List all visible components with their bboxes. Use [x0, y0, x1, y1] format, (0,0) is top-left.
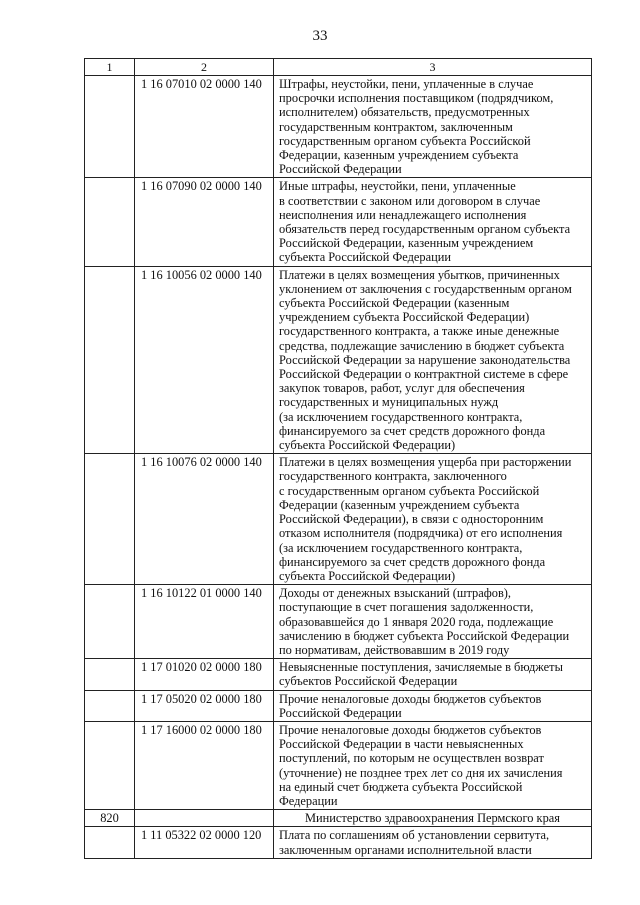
admin-code-cell — [85, 827, 135, 858]
income-description-cell: Платежи в целях возмещения убытков, причиненных уклонением от заключения с государственным органом субъекта Российской Федерации (казенным учреждением субъекта Российской Федерации) государственного контракта, а также иные денежные средства, подлежащие зачислению в бюджет субъекта Российской Федерации за нарушение законодательства Российской Федерации о контрактной системе в сфере закупок товаров, работ, услуг для обеспечения государственных и муниципальных нужд (за исключением государственного контракта, финансируемого за счет средств дорожного фонда субъекта Российской Федерации) — [274, 266, 592, 454]
table-row — [85, 454, 592, 585]
income-code-cell: 1 16 07090 02 0000 140 — [135, 178, 274, 266]
income-description-cell: Невыясненные поступления, зачисляемые в бюджеты субъектов Российской Федерации — [274, 659, 592, 690]
table-row — [85, 585, 592, 659]
income-code-cell: 1 17 01020 02 0000 180 — [135, 659, 274, 690]
table-row — [85, 76, 592, 178]
income-code-cell: 1 16 10056 02 0000 140 — [135, 266, 274, 454]
table-header-row — [85, 59, 592, 76]
income-description-cell: Плата по соглашениям об установлении сервитута, заключенным органами исполнительной власти — [274, 827, 592, 858]
income-code-cell: 1 16 10076 02 0000 140 — [135, 454, 274, 585]
admin-code-cell — [85, 76, 135, 178]
administrator-name-cell: Министерство здравоохранения Пермского края — [274, 810, 592, 827]
table-row — [85, 827, 592, 858]
admin-code-cell — [85, 178, 135, 266]
table-row — [85, 178, 592, 266]
admin-code-cell — [85, 721, 135, 809]
admin-code-cell — [85, 454, 135, 585]
income-code-cell: 1 11 05322 02 0000 120 — [135, 827, 274, 858]
income-code-table — [84, 58, 592, 859]
header-col-1: 1 — [85, 59, 135, 76]
income-description-cell: Иные штрафы, неустойки, пени, уплаченные в соответствии с законом или договором в случае неисполнения или ненадлежащего исполнения обязательств перед государственным органом субъекта Российской Федерации, казенным учреждением субъекта Российской Федерации — [274, 178, 592, 266]
income-code-cell: 1 17 16000 02 0000 180 — [135, 721, 274, 809]
admin-code-cell — [85, 690, 135, 721]
admin-code-cell — [85, 266, 135, 454]
page-number: 33 — [312, 28, 328, 44]
admin-code-cell: 820 — [85, 810, 135, 827]
income-code-cell: 1 17 05020 02 0000 180 — [135, 690, 274, 721]
income-description-cell: Прочие неналоговые доходы бюджетов субъектов Российской Федерации — [274, 690, 592, 721]
header-col-2: 2 — [135, 59, 274, 76]
table-row — [85, 659, 592, 690]
income-description-cell: Штрафы, неустойки, пени, уплаченные в случае просрочки исполнения поставщиком (подрядчиком, исполнителем) обязательств, предусмотренных государственным контрактом, заключенным государственным органом субъекта Российской Федерации, казенным учреждением субъекта Российской Федерации — [274, 76, 592, 178]
income-description-cell: Прочие неналоговые доходы бюджетов субъектов Российской Федерации в части невыясненных поступлений, по которым не осуществлен возврат (уточнение) не позднее трех лет со дня их зачисления на единый счет бюджета субъекта Российской Федерации — [274, 721, 592, 809]
table-row — [85, 810, 592, 827]
income-code-cell: 1 16 10122 01 0000 140 — [135, 585, 274, 659]
income-description-cell: Платежи в целях возмещения ущерба при расторжении государственного контракта, заключенного с государственным органом субъекта Российской Федерации (казенным учреждением субъекта Российской Федерации), в связи с односторонним отказом исполнителя (подрядчика) от его исполнения (за исключением государственного контракта, финансируемого за счет средств дорожного фонда субъекта Российской Федерации) — [274, 454, 592, 585]
admin-code-cell — [85, 585, 135, 659]
income-description-cell: Доходы от денежных взысканий (штрафов), поступающие в счет погашения задолженности, образовавшейся до 1 января 2020 года, подлежащие зачислению в бюджет субъекта Российской Федерации по нормативам, действовавшим в 2019 году — [274, 585, 592, 659]
table-row — [85, 266, 592, 454]
table-row — [85, 721, 592, 809]
admin-code-cell — [85, 659, 135, 690]
income-code-cell — [135, 810, 274, 827]
header-col-3: 3 — [274, 59, 592, 76]
table-row — [85, 690, 592, 721]
income-code-cell: 1 16 07010 02 0000 140 — [135, 76, 274, 178]
